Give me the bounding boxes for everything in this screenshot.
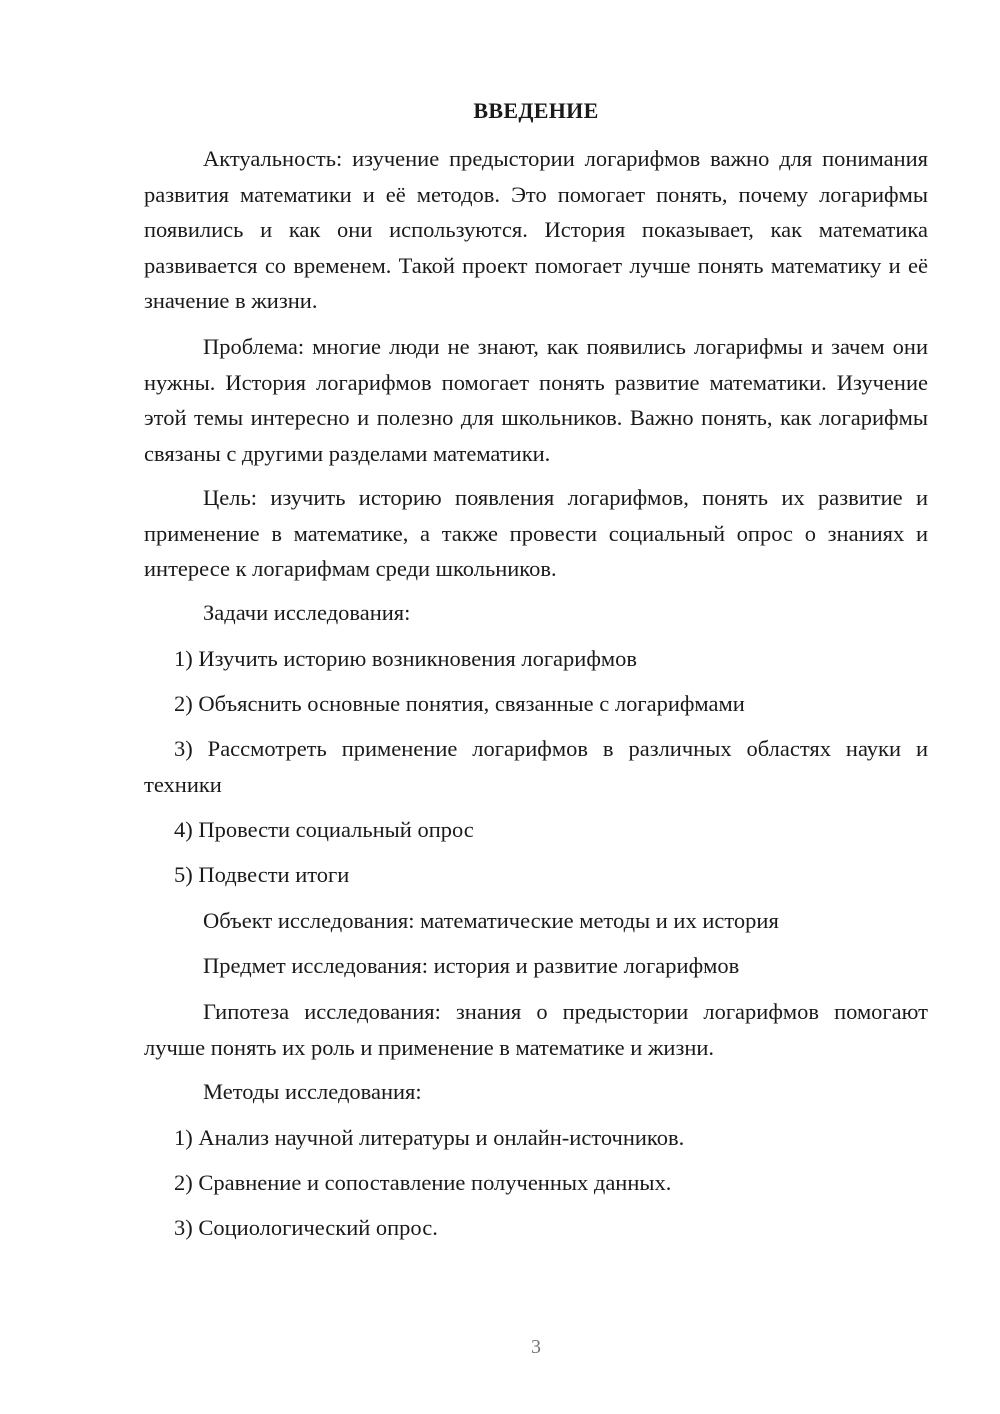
method-item: 3) Социологический опрос.: [174, 1215, 438, 1240]
hypothesis-paragraph: Гипотеза исследования: знания о предыстории логарифмов помогают лучше понять их роль и применение в математике и жизни.: [144, 999, 928, 1060]
relevance-paragraph: Актуальность: изучение предыстории логарифмов важно для понимания развития математики и её методов. Это помогает понять, почему логарифмы появились и как они используются. История показывает, как математика развивается со временем. Такой проект помогает лучше понять математику и её значение в жизни.: [144, 146, 928, 313]
task-item: 5) Подвести итоги: [174, 862, 350, 887]
task-item: 3) Рассмотреть применение логарифмов в различных областях науки и техники: [144, 736, 928, 797]
goal-paragraph: Цель: изучить историю появления логарифмов, понять их развитие и применение в математике, а также провести социальный опрос о знаниях и интересе к логарифмам среди школьников.: [144, 485, 928, 581]
methods-heading: Методы исследования:: [203, 1079, 422, 1104]
tasks-heading: Задачи исследования:: [203, 600, 411, 625]
method-item: 2) Сравнение и сопоставление полученных данных.: [174, 1170, 672, 1195]
subject-paragraph: Предмет исследования: история и развитие логарифмов: [203, 953, 740, 978]
task-item: 2) Объяснить основные понятия, связанные с логарифмами: [174, 691, 745, 716]
page-number: 3: [531, 1336, 541, 1358]
method-item: 1) Анализ научной литературы и онлайн-источников.: [174, 1125, 685, 1150]
problem-paragraph: Проблема: многие люди не знают, как появились логарифмы и зачем они нужны. История логарифмов помогает понять развитие математики. Изучение этой темы интересно и полезно для школьников. Важно понять, как логарифмы связаны с другими разделами математики.: [144, 334, 928, 466]
task-item: 4) Провести социальный опрос: [174, 817, 474, 842]
object-paragraph: Объект исследования: математические методы и их история: [203, 908, 779, 933]
page-title: ВВЕДЕНИЕ: [473, 98, 599, 123]
task-item: 1) Изучить историю возникновения логарифмов: [174, 646, 638, 671]
